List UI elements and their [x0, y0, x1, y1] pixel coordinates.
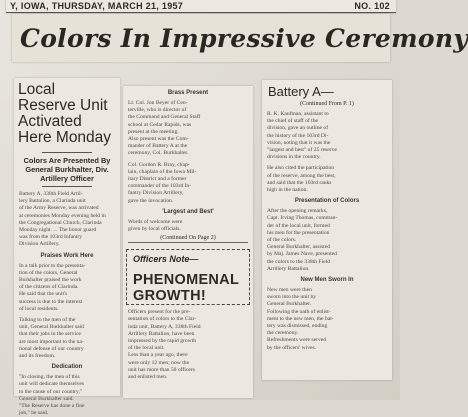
right-article-clipping — [262, 80, 392, 380]
text-line: of local residents. — [19, 305, 59, 312]
banner-phenomenal-growth: PHENOMENAL GROWTH! — [133, 272, 239, 305]
right-article-body-2 — [267, 165, 387, 194]
text-line: He also cited the participation — [267, 165, 335, 172]
middle-section-heading-largest: 'Largest and Best' — [162, 208, 214, 215]
text-line: tery was dismissed, ending — [267, 323, 328, 330]
left-section-dedication-body — [19, 374, 115, 417]
text-line: the colors to the 338th Field — [267, 258, 330, 265]
text-line: inda unit, Battery A, 338th Field — [128, 323, 201, 330]
text-line: sworn into the unit by — [267, 294, 317, 301]
text-line: ment to the new men, the bat- — [267, 315, 334, 322]
text-line: Burkhalter praised the work — [19, 277, 82, 284]
text-line: impressed by the rapid growth — [128, 338, 197, 345]
text-line: of the local unit. — [128, 345, 165, 352]
right-section-colors-body — [267, 208, 387, 273]
text-line: of the citizens of Clarinda. — [19, 284, 79, 291]
text-line: R. K. Kaufman, assistant to — [267, 111, 329, 117]
middle-article-clipping — [123, 86, 253, 398]
left-article-subhead — [18, 152, 116, 187]
left-article-body — [19, 191, 115, 249]
text-line: He said that the unit's — [19, 291, 68, 298]
right-continued-note: (Continued From P. 1) — [300, 101, 354, 107]
text-line: New men were then — [267, 287, 312, 294]
text-line: and its freedom. — [19, 353, 56, 360]
middle-section-brass-body — [128, 100, 248, 158]
text-line: by Maj. James Nave, presented — [267, 251, 337, 258]
text-line: Battery A, 338th Field Artil- — [19, 191, 83, 197]
text-line: lery Battalion, a Clarinda unit — [19, 198, 86, 205]
text-line: After the opening remarks, — [267, 208, 328, 215]
text-line: the Congregational Church, Clarinda — [19, 219, 102, 226]
text-line: terville, who is director of — [128, 107, 187, 114]
text-line: Following the oath of enlist- — [267, 308, 331, 315]
text-line: the chief of staff of the — [267, 118, 318, 125]
left-article-subhead-text: Colors Are Presented By General Burkhalter, Div. Artillery Officer — [23, 156, 111, 183]
middle-continued-note: (Continued On Page 2) — [160, 235, 216, 242]
left-section-heading-praises: Praises Work Here — [40, 252, 94, 259]
text-line: Division Artillery. — [19, 241, 60, 248]
text-line: unit has more than 50 officers — [128, 366, 195, 373]
middle-section-largest-body — [128, 219, 248, 233]
text-line: are most important to the na- — [19, 338, 84, 345]
text-line: gave the invocation. — [128, 197, 174, 204]
text-line: success is due to the interest — [19, 298, 83, 305]
text-line: Lt. Col. Jon Beyer of Cen- — [128, 100, 188, 106]
text-line: was from the 103rd Infantry — [19, 234, 83, 241]
dateline-strip — [6, 0, 396, 13]
text-line: division, gave an outline of — [267, 125, 329, 132]
left-article-clipping — [14, 78, 120, 417]
text-line: tional defense of our country — [19, 345, 84, 352]
text-line: sentation of colors to the Clar- — [128, 316, 197, 323]
right-article-headline: Battery A— — [268, 84, 334, 99]
right-section-heading-colors: Presentation of Colors — [294, 198, 360, 205]
right-section-new-men-body — [267, 287, 387, 352]
subhead-rule-bottom — [42, 186, 92, 187]
text-line: Less than a year ago, there — [128, 352, 188, 359]
text-line: fantry Division Artillery, — [128, 190, 184, 197]
text-line: Also present was the Com- — [128, 136, 189, 143]
left-section-praises-body — [19, 263, 115, 313]
text-line: Artillery Battalion. — [267, 265, 310, 272]
text-line: his men for the presentation — [267, 229, 330, 236]
text-line: itary District and a former — [128, 176, 187, 183]
left-section-heading-dedication: Dedication — [51, 364, 83, 371]
text-line: der of the local unit, formed — [267, 222, 330, 229]
text-line: unit, General Burkhalter said — [19, 324, 84, 331]
text-line: Monday night. ... The honor guard — [19, 227, 97, 234]
text-line: Col. Gordon R. Bray, chap- — [128, 161, 190, 168]
text-line: that their jobs in the service — [19, 331, 81, 338]
text-line: to the cause of our country," — [19, 388, 83, 395]
text-line: "The Reserve has done a fine — [19, 403, 85, 410]
dateline-number: NO. 102 — [354, 1, 390, 11]
subhead-rule-top — [42, 152, 92, 153]
text-line: "largest and best" of 25 reserve — [267, 147, 337, 154]
text-line: of the reserve, among the best, — [267, 172, 336, 179]
text-line: General Burkhalter said. — [19, 395, 74, 402]
text-line: "In closing, the men of this — [19, 374, 80, 381]
text-line: Capt. Irving Thomas, comman- — [267, 215, 338, 222]
main-headline: Colors In Impressive Ceremony — [20, 24, 468, 53]
text-line: mander of Battery A at the — [128, 143, 188, 150]
text-line: tion of the colors, General — [19, 269, 78, 276]
middle-divider — [128, 242, 248, 243]
dateline-date: Y, IOWA, THURSDAY, MARCH 21, 1957 — [10, 1, 184, 11]
text-line: Talking to the men of the — [19, 317, 76, 324]
headline-clipping — [12, 14, 468, 62]
text-line: ceremony, Col. Burkhalter. — [128, 150, 189, 157]
text-line: divisions in the country. — [267, 154, 321, 161]
right-article-body — [267, 111, 387, 161]
text-line: General Burkhalter, assisted — [267, 244, 330, 251]
left-article-headline: Local Reserve Unit Activated Here Monday — [18, 81, 112, 146]
text-line: lain, chaplain of the Iowa Mil- — [128, 168, 197, 175]
text-line: Refreshments were served — [267, 337, 327, 344]
text-line: present at the meeting. — [128, 128, 179, 135]
text-line: of the Army Reserve, was activated — [19, 205, 99, 212]
text-line: were only 12 men; now the — [128, 359, 190, 366]
text-line: Officers present for the pre- — [128, 309, 191, 316]
text-line: by the officers' wives. — [267, 344, 317, 351]
text-line: and enlisted men. — [128, 374, 168, 381]
text-line: and said that the 103rd ranks — [267, 179, 332, 186]
left-section-praises-body-2 — [19, 317, 115, 360]
banner-officers-note: Officers Note— — [133, 254, 199, 265]
middle-section-brass-body-2 — [128, 162, 248, 205]
text-line: commander of the 103rd In- — [128, 183, 192, 190]
text-line: the history of the 103rd Di- — [267, 132, 329, 139]
text-line: at ceremonies Monday evening held in — [19, 212, 106, 219]
text-line: of the colors. — [267, 237, 297, 244]
text-line: unit will dedicate themselves — [19, 381, 85, 388]
middle-section-heading-brass: Brass Present — [167, 90, 209, 96]
text-line: job," he said. — [19, 410, 49, 417]
text-line: high in the nation. — [267, 187, 308, 194]
text-line: the ceremony. — [267, 330, 299, 337]
right-section-heading-new-men: New Men Sworn In — [300, 277, 354, 284]
text-line: Artillery Battalion, have been — [128, 330, 195, 337]
middle-after-banner-body — [128, 309, 248, 381]
text-line: given by local officials. — [128, 226, 181, 233]
phenomenal-growth-banner — [126, 249, 250, 305]
text-line: General Burkhalter. — [267, 301, 312, 308]
text-line: Words of welcome were — [128, 218, 183, 225]
text-line: school at Cedar Rapids, was — [128, 121, 192, 128]
text-line: the Command and General Staff — [128, 114, 201, 121]
text-line: In a talk prior to the presenta- — [19, 262, 86, 269]
text-line: vision, noting that it was the — [267, 139, 331, 146]
